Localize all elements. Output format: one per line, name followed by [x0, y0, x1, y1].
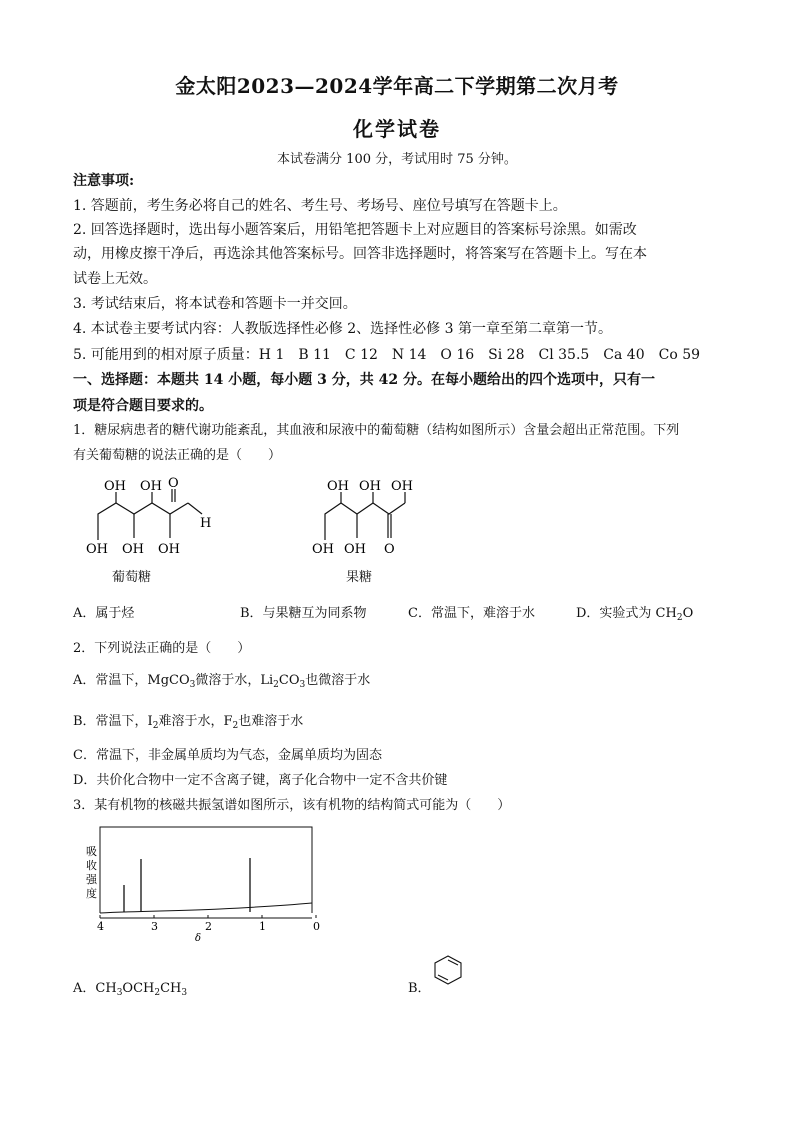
page-subtitle: 化学试卷 [353, 117, 441, 141]
nmr-ylabel-3: 强 [86, 873, 97, 886]
q1-stem-line1: 1．糖尿病患者的糖代谢功能紊乱，其血液和尿液中的葡萄糖（结构如图所示）含量会超出正常范围。下列 [73, 423, 680, 438]
section-heading-line2: 项是符合题目要求的。 [73, 398, 213, 414]
nmr-tick-label: 3 [151, 920, 158, 933]
q1-option-d: D．实验式为 $CH_2O$ [576, 606, 694, 623]
section-heading-line1: 一、选择题：本题共 14 小题，每小题 3 分，共 42 分。在每小题给出的四个选项中，只有一 [73, 372, 655, 388]
q1-stem-line2: 有关葡萄糖的说法正确的是（ ） [73, 448, 282, 463]
fructose-oh-3: OH [391, 479, 413, 494]
nmr-tick-label: 2 [205, 920, 212, 933]
glucose-o: O [168, 476, 179, 491]
nmr-tick-label: 1 [259, 920, 266, 933]
notice-item-5: 5. 可能用到的相对原子质量：H 1 B 11 C 12 N 14 O 16 Si 28 Cl 35.5 Ca 40 Co 59 [73, 347, 701, 363]
nmr-ylabel-4: 度 [86, 887, 97, 900]
fructose-oh-5: OH [344, 542, 366, 557]
q2-option-a: A．常温下，MgCO$_3$微溶于水，$Li_2CO_3$也微溶于水 [73, 673, 371, 690]
q3-option-b: B． [408, 981, 431, 996]
fructose-oh-4: OH [312, 542, 334, 557]
notice-item-1: 1. 答题前，考生务必将自己的姓名、考生号、考场号、座位号填写在答题卡上。 [73, 198, 567, 214]
nmr-xlabel: δ [195, 933, 202, 944]
cyclohexadiene-structure [432, 953, 464, 987]
fructose-oh-2: OH [359, 479, 381, 494]
glucose-oh-1: OH [104, 479, 126, 494]
notice-item-2: 2. 回答选择题时，选出每小题答案后，用铅笔把答题卡上对应题目的答案标号涂黑。如需改 [73, 222, 637, 238]
q1-option-c: C．常温下，难溶于水 [408, 606, 535, 621]
nmr-spectrum [80, 825, 330, 945]
notice-item-4: 4. 本试卷主要考试内容：人教版选择性必修 2、选择性必修 3 第一章至第二章第一节。 [73, 321, 612, 337]
nmr-ylabel-2: 收 [86, 859, 97, 872]
fructose-oh-1: OH [327, 479, 349, 494]
glucose-oh-4: OH [122, 542, 144, 557]
notice-item-2-cont: 动，用橡皮擦干净后，再选涂其他答案标号。回答非选择题时，将答案写在答题卡上。写在本 [73, 246, 647, 262]
q3-stem: 3．某有机物的核磁共振氢谱如图所示，该有机物的结构简式可能为（ ） [73, 798, 511, 813]
glucose-oh-5: OH [158, 542, 180, 557]
glucose-label: 葡萄糖 [112, 570, 152, 585]
fructose-label: 果糖 [346, 570, 373, 585]
fructose-structure [307, 474, 427, 564]
q2-option-b: B．常温下，$I_2$难溶于水，$F_2$也难溶于水 [73, 714, 304, 731]
fructose-o: O [384, 542, 395, 557]
q3-option-a: A．$CH_3OCH_2CH_3$ [73, 981, 188, 998]
glucose-oh-3: OH [86, 542, 108, 557]
nmr-tick-label: 0 [313, 920, 320, 933]
q2-stem: 2．下列说法正确的是（ ） [73, 641, 251, 656]
nmr-tick-label: 4 [97, 920, 104, 933]
exam-meta: 本试卷满分 100 分，考试用时 75 分钟。 [277, 152, 517, 167]
q2-option-c: C．常温下，非金属单质均为气态，金属单质均为固态 [73, 748, 382, 763]
notice-item-2-end: 试卷上无效。 [73, 271, 157, 287]
notice-heading: 注意事项: [73, 173, 135, 189]
page-title: 金太阳2023—2024学年高二下学期第二次月考 [175, 74, 619, 98]
q1-option-a: A．属于烃 [73, 606, 135, 621]
glucose-oh-2: OH [140, 479, 162, 494]
glucose-h: H [200, 516, 212, 531]
glucose-structure [80, 474, 230, 564]
q2-option-d: D．共价化合物中一定不含离子键，离子化合物中一定不含共价键 [73, 773, 448, 788]
notice-item-3: 3. 考试结束后，将本试卷和答题卡一并交回。 [73, 296, 357, 312]
nmr-ylabel-1: 吸 [86, 845, 97, 858]
q1-option-b: B．与果糖互为同系物 [240, 606, 367, 621]
